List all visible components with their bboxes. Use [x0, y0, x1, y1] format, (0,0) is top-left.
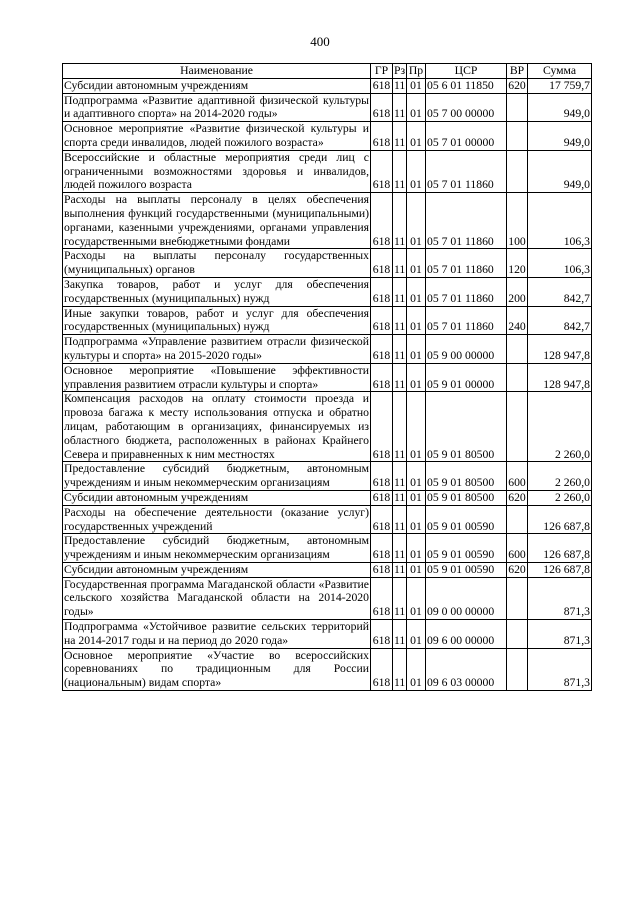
cell-vr: 120 — [507, 249, 528, 278]
table-row — [63, 462, 592, 491]
cell-name: Субсидии автономным учреждениям — [63, 562, 371, 577]
cell-rz: 11 — [393, 122, 407, 151]
cell-gr: 618 — [371, 562, 393, 577]
cell-gr: 618 — [371, 249, 393, 278]
cell-gr: 618 — [371, 277, 393, 306]
cell-gr: 618 — [371, 93, 393, 122]
cell-name: Основное мероприятие «Участие во всероссийских соревнованиях по традиционным для России (национальным) видам спорта» — [64, 648, 369, 690]
cell-pr: 01 — [407, 277, 426, 306]
cell-name: Подпрограмма «Управление развитием отрасли физической культуры и спорта» на 2015-2020 годы» — [64, 335, 369, 362]
table-header-row — [63, 64, 592, 79]
cell-csr: 05 6 01 11850 — [426, 78, 507, 93]
cell-sum: 871,3 — [528, 577, 592, 619]
cell-rz: 11 — [394, 78, 406, 92]
cell-sum: 842,7 — [528, 277, 592, 306]
header-vr: ВР — [507, 64, 528, 79]
cell-vr — [507, 122, 528, 151]
cell-csr: 05 9 01 80500 — [426, 462, 507, 491]
table-row — [63, 562, 592, 577]
cell-gr: 618 — [371, 193, 393, 249]
cell-vr — [507, 620, 528, 649]
cell-vr — [507, 392, 528, 462]
cell-sum: 128 947,8 — [528, 335, 592, 364]
table-row — [63, 363, 592, 392]
header-pr: Пр — [407, 64, 426, 79]
cell-rz: 11 — [394, 490, 406, 504]
cell-csr: 05 9 01 00000 — [426, 363, 507, 392]
header-rz: Рз — [394, 64, 406, 77]
cell-sum: 949,0 — [528, 150, 592, 192]
cell-sum: 17 759,7 — [528, 78, 592, 93]
cell-pr: 01 — [407, 534, 426, 563]
cell-csr: 09 0 00 00000 — [426, 577, 507, 619]
cell-name: Расходы на обеспечение деятельности (оказание услуг) государственных учреждений — [64, 505, 369, 533]
table-row — [63, 122, 592, 151]
cell-csr: 09 6 00 00000 — [426, 620, 507, 649]
cell-pr: 01 — [407, 335, 426, 364]
table-row — [63, 306, 592, 335]
cell-csr: 05 9 01 00590 — [426, 534, 507, 563]
cell-sum: 2 260,0 — [528, 490, 592, 505]
cell-pr: 01 — [407, 150, 426, 192]
cell-name: Всероссийские и областные мероприятия среди лиц с ограниченными возможностями здоровья и инвалидов, людей пожилого возраста — [64, 150, 369, 192]
cell-csr: 05 7 01 11860 — [426, 306, 507, 335]
cell-pr: 01 — [407, 392, 426, 462]
cell-gr: 618 — [371, 150, 393, 192]
cell-rz: 11 — [393, 335, 407, 364]
cell-gr: 618 — [371, 306, 393, 335]
cell-name: Расходы на выплаты персоналу в целях обеспечения выполнения функций государственными (муниципальными) органами, казенными учреждениями, органами управления государственными внебюджетными фондами — [64, 193, 369, 248]
table-row — [63, 335, 592, 364]
cell-name: Расходы на выплаты персоналу государственных (муниципальных) органов — [64, 249, 369, 277]
cell-csr: 09 6 03 00000 — [426, 648, 507, 690]
cell-rz: 11 — [393, 193, 407, 249]
cell-pr: 01 — [407, 306, 426, 335]
cell-rz: 11 — [393, 577, 407, 619]
cell-vr: 240 — [507, 306, 528, 335]
cell-csr: 05 9 00 00000 — [426, 335, 507, 364]
cell-csr: 05 7 01 11860 — [426, 277, 507, 306]
cell-gr: 618 — [371, 648, 393, 690]
cell-pr: 01 — [407, 363, 426, 392]
cell-vr — [507, 648, 528, 690]
cell-pr: 01 — [407, 122, 426, 151]
cell-rz: 11 — [393, 363, 407, 392]
cell-sum: 126 687,8 — [528, 562, 592, 577]
cell-csr: 05 7 01 11860 — [426, 249, 507, 278]
cell-gr: 618 — [371, 620, 393, 649]
table-row — [63, 534, 592, 563]
cell-pr: 01 — [407, 620, 426, 649]
cell-sum: 106,3 — [528, 249, 592, 278]
cell-name: Подпрограмма «Устойчивое развитие сельских территорий на 2014-2017 годы и на период до 2020 года» — [64, 620, 369, 647]
cell-csr: 05 9 01 80500 — [426, 490, 507, 505]
cell-csr: 05 9 01 00590 — [426, 562, 507, 577]
cell-pr: 01 — [407, 78, 426, 93]
cell-vr — [507, 577, 528, 619]
cell-csr: 05 9 01 80500 — [426, 392, 507, 462]
cell-vr — [507, 150, 528, 192]
cell-rz: 11 — [393, 277, 407, 306]
cell-vr: 620 — [508, 78, 526, 92]
cell-vr — [507, 93, 528, 122]
cell-sum: 871,3 — [528, 620, 592, 649]
cell-sum: 128 947,8 — [528, 363, 592, 392]
cell-name: Подпрограмма «Развитие адаптивной физической культуры и адаптивного спорта» на 2014-2020 годы» — [64, 93, 369, 121]
cell-rz: 11 — [393, 150, 407, 192]
cell-vr: 200 — [507, 277, 528, 306]
cell-rz: 11 — [393, 93, 407, 122]
table-body — [63, 78, 592, 690]
cell-pr: 01 — [407, 562, 426, 577]
cell-rz: 11 — [393, 462, 407, 491]
cell-rz: 11 — [393, 306, 407, 335]
cell-gr: 618 — [371, 534, 393, 563]
cell-rz: 11 — [393, 534, 407, 563]
cell-gr: 618 — [371, 462, 393, 491]
cell-vr: 100 — [507, 193, 528, 249]
cell-name: Предоставление субсидий бюджетным, автономным учреждениям и иным некоммерческим организациям — [64, 534, 369, 562]
cell-name: Основное мероприятие «Развитие физической культуры и спорта среди инвалидов, людей пожилого возраста» — [64, 122, 369, 149]
cell-gr: 618 — [371, 505, 393, 534]
cell-pr: 01 — [407, 505, 426, 534]
cell-rz: 11 — [393, 620, 407, 649]
cell-sum: 2 260,0 — [528, 462, 592, 491]
cell-sum: 126 687,8 — [528, 534, 592, 563]
cell-csr: 05 9 01 00590 — [426, 505, 507, 534]
table-row — [63, 490, 592, 505]
cell-pr: 01 — [407, 249, 426, 278]
table-row — [63, 93, 592, 122]
cell-gr: 618 — [371, 577, 393, 619]
cell-name: Субсидии автономным учреждениям — [63, 78, 371, 93]
cell-vr — [507, 363, 528, 392]
header-name: Наименование — [63, 64, 371, 79]
cell-gr: 618 — [371, 392, 393, 462]
table-row — [63, 620, 592, 649]
cell-rz: 11 — [393, 505, 407, 534]
cell-pr: 01 — [407, 193, 426, 249]
cell-gr: 618 — [371, 78, 393, 93]
cell-csr: 05 7 00 00000 — [426, 93, 507, 122]
cell-name: Основное мероприятие «Повышение эффективности управления развитием отрасли культуры и спорта» — [64, 363, 369, 391]
cell-rz: 11 — [393, 249, 407, 278]
cell-vr — [507, 505, 528, 534]
cell-gr: 618 — [371, 335, 393, 364]
cell-sum: 2 260,0 — [528, 392, 592, 462]
table-row — [63, 78, 592, 93]
cell-vr: 620 — [508, 562, 526, 576]
cell-sum: 126 687,8 — [528, 505, 592, 534]
table-row — [63, 277, 592, 306]
table-row — [63, 249, 592, 278]
cell-rz: 11 — [394, 562, 406, 576]
cell-sum: 871,3 — [528, 648, 592, 690]
cell-rz: 11 — [393, 648, 407, 690]
cell-pr: 01 — [407, 648, 426, 690]
budget-table — [62, 63, 592, 691]
table-row — [63, 193, 592, 249]
cell-rz: 11 — [393, 392, 407, 462]
cell-pr: 01 — [407, 577, 426, 619]
cell-gr: 618 — [371, 363, 393, 392]
cell-sum: 949,0 — [528, 93, 592, 122]
table-row — [63, 648, 592, 690]
cell-gr: 618 — [371, 122, 393, 151]
table-row — [63, 150, 592, 192]
table-row — [63, 577, 592, 619]
table-row — [63, 505, 592, 534]
cell-gr: 618 — [371, 490, 393, 505]
cell-pr: 01 — [407, 490, 426, 505]
cell-pr: 01 — [407, 462, 426, 491]
header-gr: ГР — [371, 64, 393, 79]
cell-name: Субсидии автономным учреждениям — [63, 490, 371, 505]
cell-csr: 05 7 01 11860 — [426, 150, 507, 192]
cell-vr: 620 — [508, 490, 526, 504]
cell-name: Закупка товаров, работ и услуг для обеспечения государственных (муниципальных) нужд — [64, 277, 369, 305]
cell-vr: 600 — [507, 534, 528, 563]
cell-vr: 600 — [507, 462, 528, 491]
cell-sum: 842,7 — [528, 306, 592, 335]
cell-name: Иные закупки товаров, работ и услуг для обеспечения государственных (муниципальных) нужд — [64, 306, 369, 334]
cell-name: Компенсация расходов на оплату стоимости проезда и провоза багажа к месту использования отпуска и обратно лицам, работающим в организациях, финансируемых из областного бюджета, расположенных в районах Крайнего Севера и приравненных к ним местностях — [64, 392, 369, 461]
cell-pr: 01 — [407, 93, 426, 122]
header-csr: ЦСР — [426, 64, 507, 79]
cell-csr: 05 7 01 11860 — [426, 193, 507, 249]
cell-csr: 05 7 01 00000 — [426, 122, 507, 151]
table-row — [63, 392, 592, 462]
header-sum: Сумма — [528, 64, 592, 79]
page-number: 400 — [310, 34, 330, 49]
cell-vr — [507, 335, 528, 364]
cell-sum: 949,0 — [528, 122, 592, 151]
cell-name: Государственная программа Магаданской области «Развитие сельского хозяйства Магаданской области на 2014-2020 годы» — [64, 577, 369, 619]
cell-name: Предоставление субсидий бюджетным, автономным учреждениям и иным некоммерческим организациям — [64, 462, 369, 490]
cell-sum: 106,3 — [528, 193, 592, 249]
